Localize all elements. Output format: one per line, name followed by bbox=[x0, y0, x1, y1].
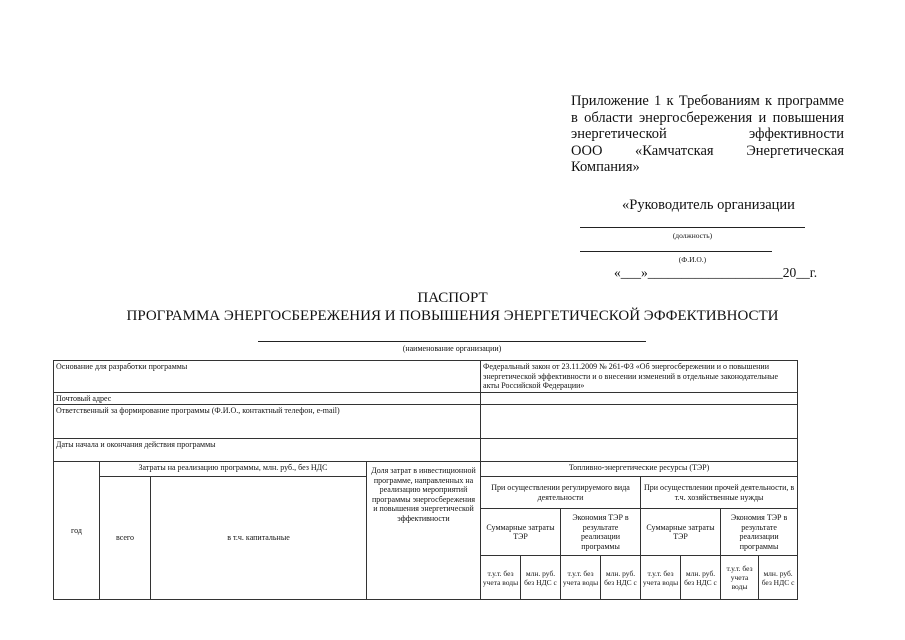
name-line bbox=[580, 251, 772, 252]
header-other: При осуществлении прочей деятельности, в т.ч. хозяйственные нужды bbox=[641, 477, 798, 509]
header-share: Доля затрат в инвестиционной программе, направленных на реализацию мероприятий программы энергосбережения и повышения энергетической эффективности bbox=[367, 462, 481, 600]
appendix-line: ООО «Камчатская Энергетическая bbox=[571, 142, 844, 159]
program-title: ПРОГРАММА ЭНЕРГОСБЕРЕЖЕНИЯ И ПОВЫШЕНИЯ ЭНЕРГЕТИЧЕСКОЙ ЭФФЕКТИВНОСТИ bbox=[126, 308, 779, 324]
header-sum-costs: Суммарные затраты ТЭР bbox=[481, 509, 561, 556]
unit-tut: т.у.т. без учета воды bbox=[721, 556, 759, 600]
header-fuel: Топливно-энергетические ресурсы (ТЭР) bbox=[481, 462, 798, 477]
header-costs: Затраты на реализацию программы, млн. руб., без НДС bbox=[100, 462, 367, 477]
table-row bbox=[54, 361, 798, 393]
appendix-line: Компания» bbox=[571, 159, 640, 175]
org-name-line bbox=[258, 341, 646, 342]
header-total: всего bbox=[100, 477, 151, 600]
position-line bbox=[580, 227, 805, 228]
row-label: Даты начала и окончания действия программы bbox=[54, 439, 481, 462]
appendix-line: в области энергосбережения и повышения bbox=[571, 109, 844, 126]
header-savings: Экономия ТЭР в результате реализации программы bbox=[561, 509, 641, 556]
appendix-note bbox=[571, 93, 844, 176]
org-caption: (наименование организации) bbox=[402, 344, 502, 353]
unit-rub: млн. руб. без НДС с bbox=[681, 556, 721, 600]
unit-tut: т.у.т. без учета воды bbox=[481, 556, 521, 600]
table-row bbox=[54, 439, 798, 462]
row-value bbox=[481, 405, 798, 439]
unit-tut: т.у.т. без учета воды bbox=[641, 556, 681, 600]
unit-tut: т.у.т. без учета воды bbox=[561, 556, 601, 600]
passport-table bbox=[53, 360, 798, 600]
appendix-line: Приложение 1 к Требованиям к программе bbox=[571, 93, 844, 109]
position-caption: (должность) bbox=[672, 231, 713, 240]
header-capital: в т.ч. капитальные bbox=[151, 477, 367, 600]
header-regulated: При осуществлении регулируемого вида деятельности bbox=[481, 477, 641, 509]
unit-rub: млн. руб. без НДС с bbox=[759, 556, 798, 600]
header-year: год bbox=[54, 462, 100, 600]
table-row bbox=[54, 405, 798, 439]
row-label: Ответственный за формирование программы (Ф.И.О., контактный телефон, e-mail) bbox=[54, 405, 481, 439]
name-caption: (Ф.И.О.) bbox=[678, 255, 707, 264]
row-label: Основание для разработки программы bbox=[54, 361, 481, 393]
header-row bbox=[54, 462, 798, 477]
approval-title: «Руководитель организации bbox=[622, 197, 795, 213]
unit-rub: млн. руб. без НДС с bbox=[601, 556, 641, 600]
appendix-line: энергетической эффективности bbox=[571, 126, 844, 142]
passport-title: ПАСПОРТ bbox=[417, 290, 488, 306]
row-label: Почтовый адрес bbox=[54, 392, 481, 405]
row-value bbox=[481, 439, 798, 462]
table-row bbox=[54, 392, 798, 405]
header-sum-costs: Суммарные затраты ТЭР bbox=[641, 509, 721, 556]
row-value: Федеральный закон от 23.11.2009 № 261-ФЗ «Об энергосбережении и о повышении энергетической эффективности и о внесении изменений в отдельные законодательные акты Российской Федерации» bbox=[481, 361, 798, 393]
unit-rub: млн. руб. без НДС с bbox=[521, 556, 561, 600]
approval-date: «___»____________________20__г. bbox=[614, 265, 818, 280]
header-savings: Экономия ТЭР в результате реализации программы bbox=[721, 509, 798, 556]
row-value bbox=[481, 392, 798, 405]
